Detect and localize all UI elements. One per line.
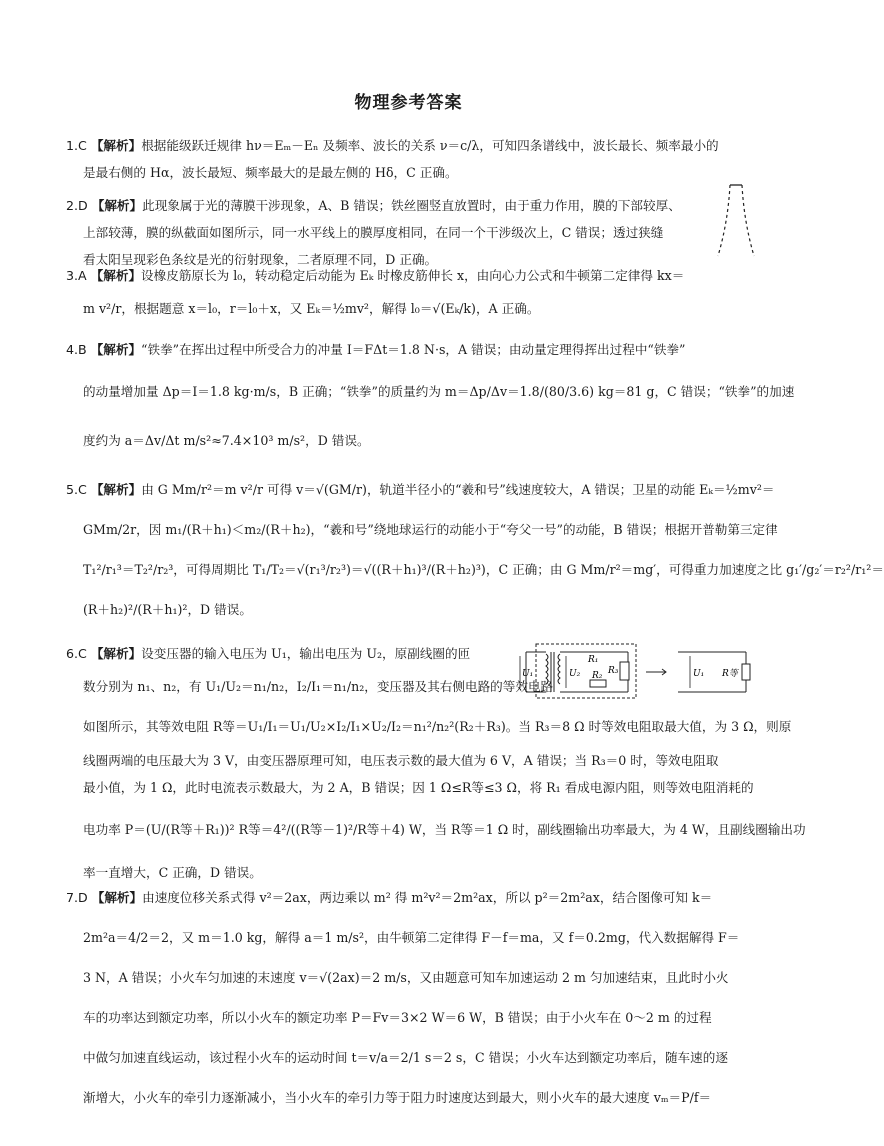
q5-number: 5.C [66, 482, 87, 497]
q6-line-3: 如图所示，其等效电阻 R等＝U₁/I₁＝U₁/U₂×I₂/I₁×U₂/I₂＝n₁²/n₂²(R₂＋R₃)。当 R₃＝8 Ω 时等效电阻取最大值，为 3 Ω，则原 [83, 719, 792, 734]
resistor-r3 [620, 662, 629, 680]
q2-tag: 【解析】 [91, 198, 143, 213]
film-right-surface [742, 185, 754, 256]
resistor-req [742, 664, 750, 680]
q6-number: 6.C [66, 646, 87, 661]
resistor-r2 [590, 680, 606, 687]
q6-line-2: 数分别为 n₁、n₂，有 U₁/U₂＝n₁/n₂，I₂/I₁＝n₁/n₂，变压器及其右侧电路的等效电路 [83, 679, 554, 694]
label-r2: R₂ [592, 671, 603, 681]
q5-line-2: GMm/2r，因 m₁/(R＋h₁)＜m₂/(R＋h₂)，“羲和号”绕地球运行的动能小于“夸父一号”的动能，B 错误；根据开普勒第三定律 [83, 522, 778, 537]
q3-line-1 [66, 262, 748, 289]
q3-line-2: m v²/r，根据题意 x＝l₀，r＝l₀＋x，又 Eₖ＝½mv²，解得 l₀＝√(Eₖ/k)，A 正确。 [83, 301, 540, 316]
q4-number: 4.B [66, 342, 87, 357]
equivalent-circuit-figure [518, 640, 758, 704]
q7-line-3: 3 N，A 错误；小火车匀加速的末速度 v＝√(2ax)＝2 m/s，又由题意可知车加速运动 2 m 匀加速结束，且此时小火 [83, 970, 729, 985]
q6-tag: 【解析】 [90, 646, 142, 661]
primary-coil [546, 654, 548, 684]
secondary-coil [558, 654, 560, 684]
q7-number: 7.D [66, 890, 88, 905]
q5-line-4: (R＋h₂)²/(R＋h₁)²，D 错误。 [83, 602, 252, 617]
question-4 [66, 336, 795, 461]
q7-line-2: 2m²a＝4/2＝2，又 m＝1.0 kg，解得 a＝1 m/s²，由牛顿第二定律得 F－f＝ma，又 f＝0.2mg，代入数据解得 F＝ [83, 930, 740, 945]
q6-line-7: 率一直增大，C 正确，D 错误。 [83, 865, 262, 880]
q7-text-1: 由速度位移关系式得 v²＝2ax，两边乘以 m² 得 m²v²＝2m²ax，所以 p²＝2m²ax，结合图像可知 k＝ [142, 890, 713, 905]
q7-tag: 【解析】 [91, 890, 143, 905]
q6-line-4: 线圈两端的电压最大为 3 V，由变压器原理可知，电压表示数的最大值为 6 V，A 错误；当 R₃＝0 时，等效电阻取 [83, 753, 719, 768]
q3-text-1: 设橡皮筋原长为 l₀，转动稳定后动能为 Eₖ 时橡皮筋伸长 x，由向心力公式和牛顿第二定律得 kx＝ [141, 268, 685, 283]
q7-line-1 [66, 878, 748, 918]
q5-text-1: 由 G Mm/r²＝m v²/r 可得 v＝√(GM/r)，轨道半径小的“羲和号”线速度较大，A 错误；卫星的动能 Eₖ＝½mv²＝ [141, 482, 775, 497]
q1-tag: 【解析】 [90, 138, 142, 153]
label-u2: U₂ [569, 669, 581, 679]
page-title: 物理参考答案 [354, 93, 463, 113]
q1-line-2: 是最右侧的 Hα，波长最短、频率最大的是最左侧的 Hδ，C 正确。 [83, 165, 458, 180]
q4-line-2: 的动量增加量 Δp＝I＝1.8 kg·m/s，B 正确；“铁拳”的质量约为 m＝Δp/Δv＝1.8/(80/3.6) kg＝81 g，C 错误；“铁拳”的加速 [83, 384, 795, 399]
label-r1: R₁ [588, 655, 599, 665]
question-3 [66, 262, 748, 329]
q2-line-1 [66, 192, 706, 219]
q7-line-4: 车的功率达到额定功率，所以小火车的额定功率 P＝Fv＝3×2 W＝6 W，B 错误；由于小火车在 0～2 m 的过程 [83, 1010, 712, 1025]
label-r3: R₃ [608, 666, 619, 676]
q6-text-1: 设变压器的输入电压为 U₁，输出电压为 U₂，原副线圈的匝 [141, 646, 471, 661]
question-5 [66, 470, 884, 630]
q2-number: 2.D [66, 198, 88, 213]
question-2 [66, 192, 706, 273]
q2-line-3: 看太阳呈现彩色条纹是光的衍射现象，二者原理不同，D 正确。 [83, 252, 438, 267]
film-left-surface [718, 185, 730, 256]
q3-tag: 【解析】 [90, 268, 142, 283]
q5-line-3: T₁²/r₁³＝T₂²/r₂³，可得周期比 T₁/T₂＝√(r₁³/r₂³)＝√((R＋h₁)³/(R＋h₂)³)，C 正确；由 G Mm/r²＝mg′，可得重力加速度之比 g₁′/g₂′＝r₂²/r₁²＝ [83, 562, 884, 577]
q2-text-1: 此现象属于光的薄膜干涉现象，A、B 错误；铁丝圈竖直放置时，由于重力作用，膜的下部较厚、 [142, 198, 681, 213]
q5-line-1 [66, 470, 775, 510]
film-cross-section-figure [712, 182, 762, 260]
q1-number: 1.C [66, 138, 87, 153]
q4-line-1 [66, 336, 748, 363]
q7-line-5: 中做匀加速直线运动，该过程小火车的运动时间 t＝v/a＝2/1 s＝2 s，C 错误；小火车达到额定功率后，随车速的逐 [83, 1050, 728, 1065]
q5-tag: 【解析】 [90, 482, 142, 497]
q3-number: 3.A [66, 268, 87, 283]
question-7 [66, 878, 748, 1118]
label-eq-u1: U₁ [693, 669, 705, 679]
q6-line-1 [66, 640, 506, 667]
q4-line-3: 度约为 a＝Δv/Δt m/s²≈7.4×10³ m/s²，D 错误。 [83, 433, 370, 448]
label-req: R等 [722, 669, 738, 679]
label-u1: U₁ [522, 669, 534, 679]
q1-text-1: 根据能级跃迁规律 hν＝Eₘ－Eₙ 及频率、波长的关系 ν＝c/λ，可知四条谱线中，波长最长、频率最小的 [141, 138, 719, 153]
q6-line-6: 电功率 P＝(U/(R等＋R₁))² R等＝4²/((R等－1)²/R等＋4) W，当 R等＝1 Ω 时，副线圈输出功率最大，为 4 W，且副线圈输出功 [83, 822, 806, 837]
q7-line-6: 渐增大，小火车的牵引力逐渐减小，当小火车的牵引力等于阻力时速度达到最大，则小火车的最大速度 vₘ＝P/f＝ [83, 1090, 712, 1105]
q4-tag: 【解析】 [90, 342, 142, 357]
q6-line-5: 最小值，为 1 Ω，此时电流表示数最大，为 2 A，B 错误；因 1 Ω≤R等≤3 Ω，将 R₁ 看成电源内阻，则等效电阻消耗的 [83, 780, 754, 795]
q4-text-1: “铁拳”在挥出过程中所受合力的冲量 I＝FΔt＝1.8 N·s，A 错误；由动量定理得挥出过程中“铁拳” [141, 342, 686, 357]
q2-line-2: 上部较薄，膜的纵截面如图所示，同一水平线上的膜厚度相同，在同一个干涉级次上，C 错误；透过狭缝 [83, 225, 664, 240]
question-1 [66, 132, 748, 186]
q1-line-1 [66, 132, 748, 159]
